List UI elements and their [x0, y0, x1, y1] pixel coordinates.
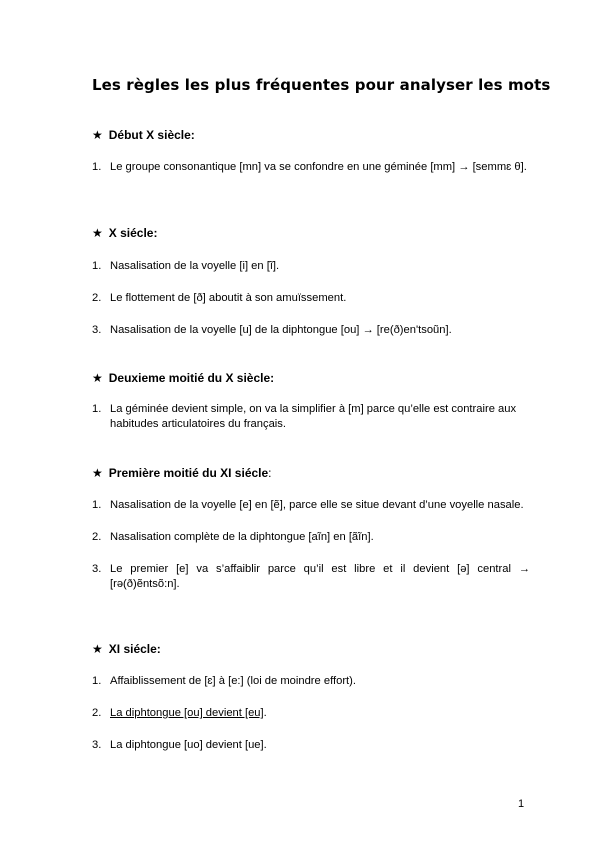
section-xi-siecle — [92, 641, 530, 753]
section-debut-x-siecle — [92, 127, 530, 175]
list-item: 3. La diphtongue [uo] devient [ue]. — [92, 739, 267, 751]
star-icon: ★ — [92, 642, 103, 656]
section-heading: ★ XI siécle: — [92, 642, 161, 656]
list-item: 2. Le flottement de [ð] aboutit à son amuïssement. — [92, 292, 347, 304]
section-deuxieme-moitie — [92, 370, 530, 432]
list-item: 3. Nasalisation de la voyelle [u] de la diphtongue [ou] → [re(ð)en'tsoũn]. — [92, 324, 452, 336]
list-item: 3. Le premier [e] va s’affaiblir parce qu’il est libre et il devient [ə] central → [rə(ð)ẽntsõ:n]. — [92, 563, 530, 590]
section-heading: ★ Première moitié du XI siécle: — [92, 466, 272, 480]
star-icon: ★ — [92, 128, 103, 142]
list-item: 1. La géminée devient simple, on va la simplifier à [m] parce qu’elle est contraire aux habitudes articulatoires du français. — [92, 403, 517, 430]
list-item: 2. La diphtongue [ou] devient [eu]. — [92, 707, 267, 719]
list-item: 1. Le groupe consonantique [mn] va se confondre en une géminée [mm] → [semmɛ θ]. — [92, 161, 527, 173]
section-heading: ★ Deuxieme moitié du X siècle: — [92, 371, 275, 385]
page-number: 1 — [518, 798, 525, 810]
section-heading: ★ Début X siècle: — [92, 128, 195, 142]
star-icon: ★ — [92, 466, 103, 480]
list-item: 2. Nasalisation complète de la diphtongue [aĩn] en [ãĩn]. — [92, 531, 374, 543]
section-premiere-moitie-xi — [92, 465, 530, 592]
page-title: Les règles les plus fréquentes pour analyser les mots — [92, 76, 551, 94]
list-item: 1. Affaiblissement de [ɛ] à [e:] (loi de moindre effort). — [92, 675, 356, 687]
list-item: 1. Nasalisation de la voyelle [i] en [ĩ]. — [92, 260, 280, 272]
star-icon: ★ — [92, 226, 103, 240]
section-x-siecle — [92, 225, 530, 338]
list-item: 1. Nasalisation de la voyelle [e] en [ẽ], parce elle se situe devant d’une voyelle nasale. — [92, 499, 524, 511]
star-icon: ★ — [92, 371, 103, 385]
section-heading: ★ X siécle: — [92, 226, 158, 240]
